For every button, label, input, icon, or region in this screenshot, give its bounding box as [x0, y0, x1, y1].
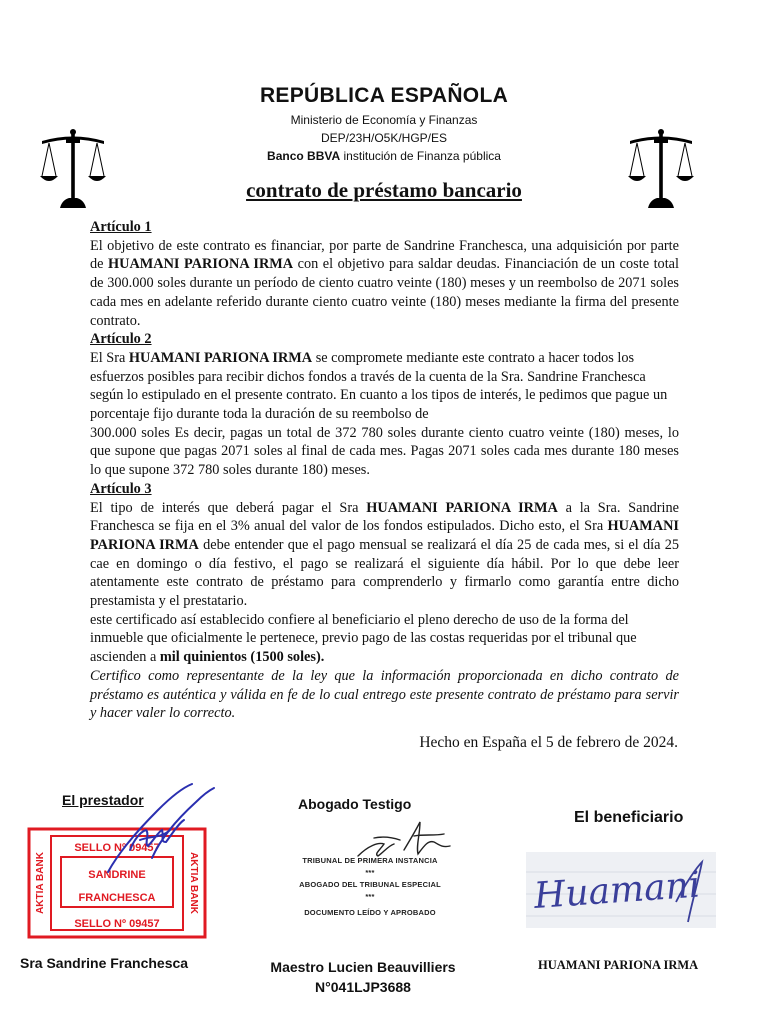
article-text-segment: a la Sra. Sandrine Franchesca se fija en el 3% anual del valor de los fondos estipulados. Dicho esto, el Sra	[90, 499, 679, 535]
beneficiary-signature	[526, 852, 716, 928]
article-text-segment: se compromete mediante este contrato a hacer todos los esfuerzos posibles para recibir dichos fondos a través de la cuenta de la Sra. Sandrine Franchesca según lo estipulado en el presente contrato. En cuanto a los tipos de interés, le pedimos que pague un porcentaje fijo durante toda la duración de su reembolso de	[90, 349, 668, 423]
contract-body	[90, 218, 679, 723]
article-2-text	[90, 349, 679, 424]
special-tribunal-line: ABOGADO DEL TRIBUNAL ESPECIAL	[299, 880, 441, 889]
borrower-name: HUAMANI PARIONA IRMA	[90, 518, 679, 553]
article-1-heading: Artículo 1	[90, 219, 152, 235]
stamp-side-text: AKTIA BANK	[188, 852, 199, 914]
borrower-name: HUAMANI PARIONA IRMA	[128, 349, 313, 366]
scales-of-justice-icon	[628, 124, 694, 210]
approved-document-line: DOCUMENTO LEÍDO Y APROBADO	[304, 908, 436, 917]
witness-title: Abogado Testigo	[298, 796, 412, 812]
borrower-name: HUAMANI PARIONA IRMA	[366, 499, 558, 516]
article-2-text-continued: 300.000 soles Es decir, pagas un total de 372 780 soles durante ciento cuatro veinte (180) meses, lo que supone que pagas 2071 soles al final de cada mes. Pagas 2071 soles cada mes durante 180 meses lo que supone 372 780 soles durante 180) meses.	[90, 424, 679, 479]
article-text-segment: El objetivo de este contrato es financiar, por parte de Sandrine Franchesca, una adquisición por parte de	[90, 237, 679, 273]
certificate-text	[90, 611, 679, 667]
tribunal-line: TRIBUNAL DE PRIMERA INSTANCIA	[302, 856, 438, 865]
article-3-heading: Artículo 3	[90, 480, 152, 497]
beneficiary-name: HUAMANI PARIONA IRMA	[538, 958, 699, 972]
stars-separator: ***	[365, 868, 375, 877]
contract-subtitle: contrato de préstamo bancario	[246, 178, 522, 202]
stamp-name-line-2: FRANCHESCA	[78, 892, 156, 904]
fee-amount: mil quinientos (1500 soles).	[159, 649, 325, 666]
stamp-seal-number: SELLO Nº 09457	[74, 842, 160, 854]
article-text-segment: este certificado así establecido confiere al beneficiario el pleno derecho de uso de la forma del inmueble que oficialmente le pertenece, previo pago de las costas requeridas por el tribunal que ascienden a	[90, 611, 637, 666]
lender-title: El prestador	[62, 792, 144, 808]
article-text-segment: El Sra	[90, 349, 129, 366]
bank-description: institución de Finanza pública	[343, 149, 501, 163]
lender-signature	[100, 780, 220, 880]
article-text-segment: con el objetivo para saldar deudas. Financiación de un coste total de 300.000 soles durante un período de ciento cuatro veinte (180) meses y un reembolso de 2071 soles cada mes en adelante referido durante ciento cuatro veinte (180) meses mediante la firma del presente contrato.	[90, 256, 679, 329]
bank-name: Banco BBVA	[267, 149, 341, 163]
tribunal-seal	[262, 816, 478, 926]
witness-name: Maestro Lucien Beauvilliers	[270, 959, 456, 975]
borrower-name: HUAMANI PARIONA IRMA	[108, 256, 294, 273]
article-text-segment: El tipo de interés que deberá pagar el Sra	[90, 499, 367, 516]
article-1-text	[90, 237, 679, 331]
document-title: REPÚBLICA ESPAÑOLA	[259, 84, 509, 107]
stamp-side-text: AKTIA BANK	[35, 852, 46, 914]
lender-name: Sra Sandrine Franchesca	[20, 955, 189, 971]
article-text-segment: debe entender que el pago mensual se realizará el día 25 de cada mes, si el día 25 cae en domingo o día festivo, el pago se realizará el siguiente día hábil. Por lo que debe leer atentamente este contrato de préstamo para comprenderlo y firmarlo como garantía entre dicho prestamista y el prestatario.	[90, 536, 679, 610]
beneficiary-signature-text: Huamani	[532, 864, 702, 918]
stamp-name-line-1: SANDRINE	[88, 869, 146, 881]
article-2-heading: Artículo 2	[90, 331, 152, 348]
date-line: Hecho en España el 5 de febrero de 2024.	[419, 734, 678, 751]
scales-of-justice-icon	[40, 124, 106, 210]
ministry-line: Ministerio de Economía y Finanzas	[290, 113, 478, 127]
stars-separator: ***	[365, 892, 375, 901]
reference-line: DEP/23H/O5K/HGP/ES	[320, 131, 448, 145]
article-3-text	[90, 499, 679, 611]
witness-name-block	[252, 957, 474, 997]
beneficiary-title: El beneficiario	[574, 809, 684, 826]
witness-number: N°041LJP3688	[315, 979, 411, 995]
stamp-seal-number: SELLO Nº 09457	[74, 918, 160, 930]
certification-statement: Certifico como representante de la ley que la información proporcionada en dicho contrato de préstamo es auténtica y válida en fe de lo cual entrego este presente contrato de préstamo para servir y hacer valer lo correcto.	[90, 667, 679, 722]
